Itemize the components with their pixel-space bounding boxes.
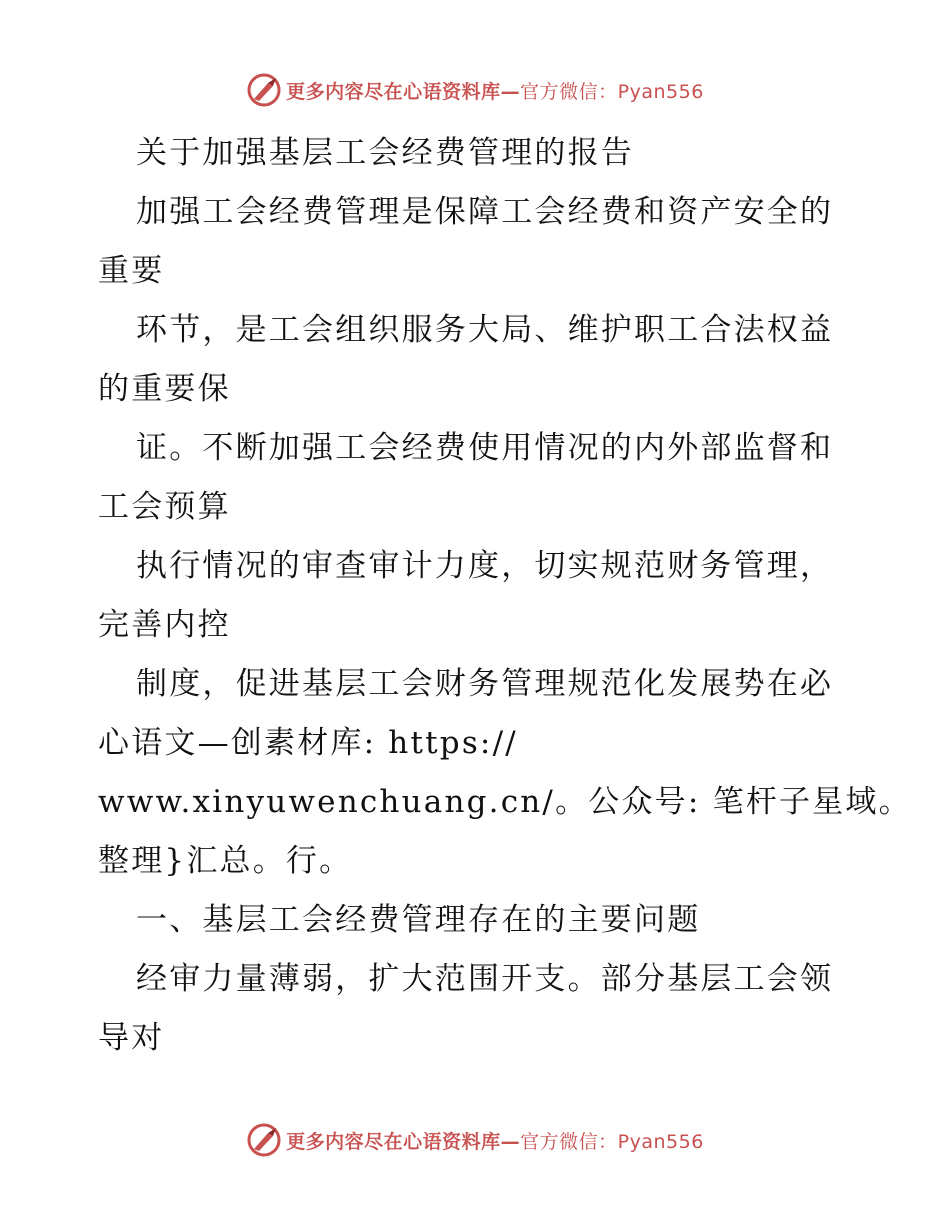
quill-pen-logo-icon bbox=[246, 1122, 282, 1158]
text-line: 的重要保 bbox=[98, 371, 231, 407]
text-line: 经审力量薄弱，扩大范围开支。部分基层工会领 bbox=[136, 961, 834, 997]
text-line: 完善内控 bbox=[98, 607, 231, 643]
text-line: 一、基层工会经费管理存在的主要问题 bbox=[136, 902, 701, 938]
text-line: 加强工会经费管理是保障工会经费和资产安全的 bbox=[136, 194, 834, 230]
text-line: 关于加强基层工会经费管理的报告 bbox=[136, 135, 634, 171]
text-line: 整理}汇总。行。 bbox=[98, 843, 353, 879]
text-line: 环节，是工会组织服务大局、维护职工合法权益 bbox=[136, 312, 834, 348]
text-line: 重要 bbox=[98, 253, 165, 289]
document-body bbox=[98, 124, 912, 1068]
text-line: 制度，促进基层工会财务管理规范化发展势在必 bbox=[136, 666, 834, 702]
text-line: 导对 bbox=[98, 1020, 165, 1056]
quill-pen-logo-icon bbox=[246, 72, 282, 108]
text-line: 心语文—创素材库: https:// bbox=[98, 725, 518, 761]
banner-library-text: 更多内容尽在心语资料库— bbox=[286, 1130, 521, 1153]
text-line: 工会预算 bbox=[98, 489, 231, 525]
text-line: 执行情况的审查审计力度，切实规范财务管理， bbox=[136, 548, 834, 584]
footer-banner bbox=[0, 1120, 950, 1160]
banner-library-text: 更多内容尽在心语资料库— bbox=[286, 80, 521, 103]
text-line: 证。不断加强工会经费使用情况的内外部监督和 bbox=[136, 430, 834, 466]
header-banner bbox=[0, 70, 950, 110]
text-line: www.xinyuwenchuang.cn/。公众号: 笔杆子星域。 bbox=[98, 784, 912, 820]
banner-wechat-text: 官方微信：Pyan556 bbox=[520, 1130, 704, 1153]
banner-wechat-text: 官方微信：Pyan556 bbox=[520, 80, 704, 103]
banner-text bbox=[286, 1127, 704, 1154]
banner-text bbox=[286, 77, 704, 104]
